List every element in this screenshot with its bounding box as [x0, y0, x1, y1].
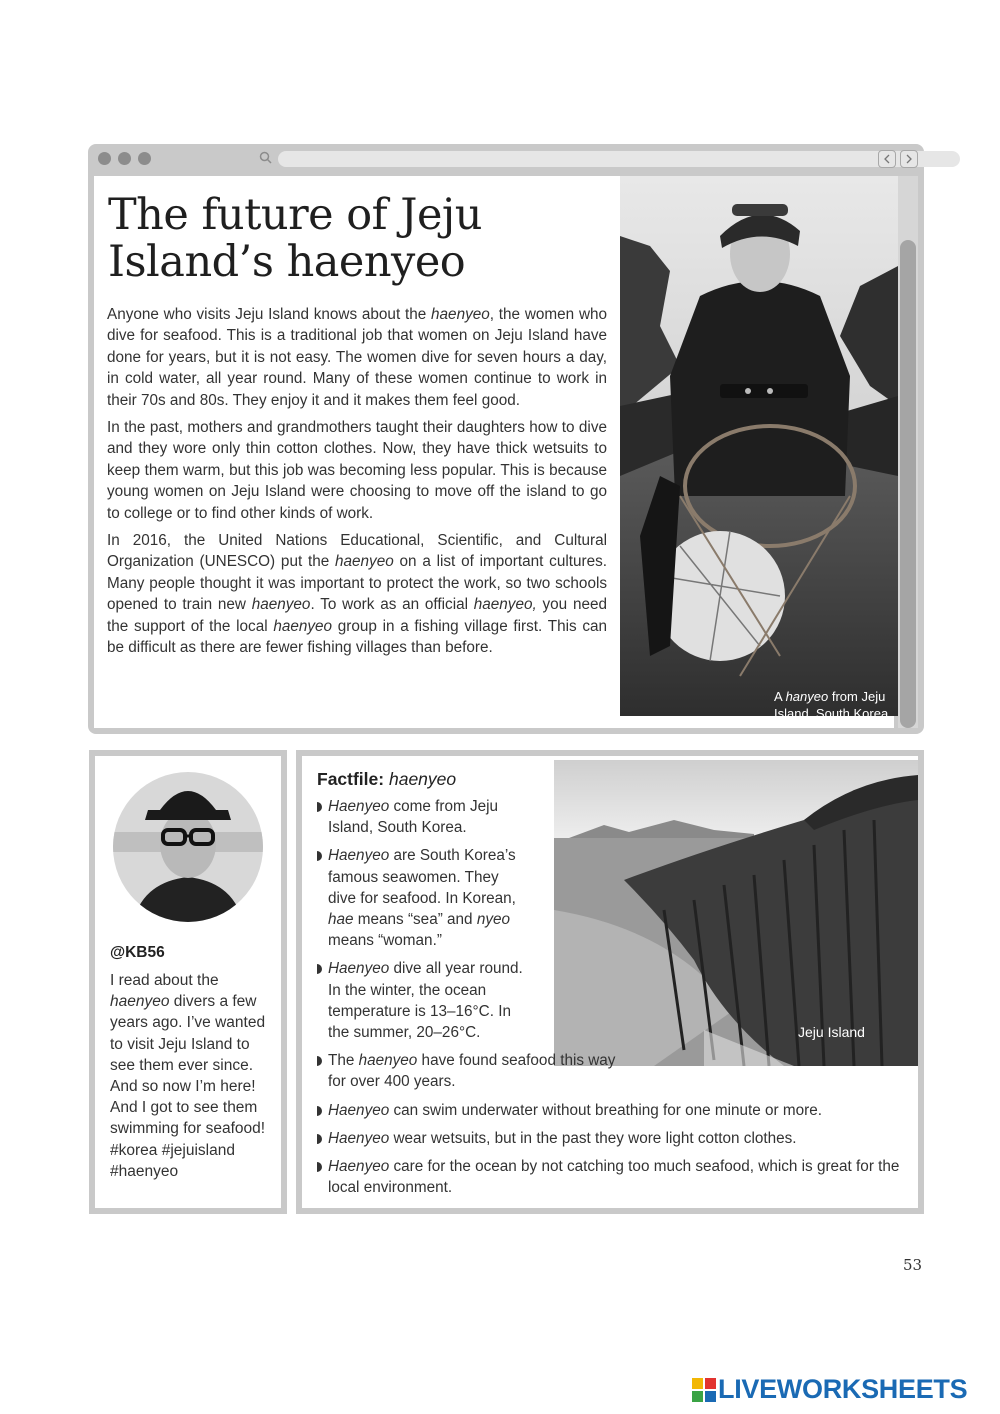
avatar-image: [113, 772, 263, 922]
bullet-icon: [316, 964, 324, 974]
list-item-text: The haenyeo have found seafood this way for over 400 years.: [328, 1052, 616, 1091]
article-paragraph: In 2016, the United Nations Educational, Scientific, and Cultural Organization (UNESCO) put the haenyeo on a list of important cultures. Many people thought it was important to protect the work, so two schools opened to train new haenyeo. To work as an official haenyeo, you need the support of the local haenyeo group in a fishing village first. This can be difficult as there are fewer fishing villages than before.: [107, 532, 608, 657]
factfile-title-label: Factfile:: [317, 769, 385, 789]
haenyeo-photo-image: [620, 176, 898, 716]
browser-window: [88, 144, 924, 734]
social-post-panel: [89, 750, 287, 1214]
list-item: [314, 1100, 914, 1121]
list-item: [314, 1128, 914, 1149]
social-post: [95, 756, 281, 1208]
chevron-right-icon: [904, 154, 914, 164]
list-item-text: Haenyeo are South Korea’s famous seawomen. They dive for seafood. In Korean, hae means “sea” and nyeo means “woman.”: [328, 847, 516, 950]
list-item: [314, 845, 528, 951]
list-item: [314, 796, 528, 838]
search-icon[interactable]: [258, 150, 274, 166]
jeju-photo-caption: Jeju Island: [798, 1024, 865, 1040]
list-item-text: Haenyeo come from Jeju Island, South Korea.: [328, 798, 499, 837]
haenyeo-photo: [620, 176, 898, 716]
list-item: [314, 1050, 618, 1092]
article-paragraph: Anyone who visits Jeju Island knows about the haenyeo, the women who dive for seafood. This is a traditional job that women on Jeju Island have done for years, but it is not easy. The women dive for seven hours a day, in cold water, all year round. Many of these women continue to work in their 70s and 80s. They enjoy it and it makes them feel good.: [107, 306, 608, 409]
bullet-icon: [316, 1106, 324, 1116]
list-item-text: Haenyeo can swim underwater without breathing for one minute or more.: [328, 1101, 823, 1119]
avatar[interactable]: [113, 772, 263, 922]
article-paragraph: In the past, mothers and grandmothers taught their daughters how to dive and they wore only thin cotton clothes. Now, they have thick wetsuits to keep them warm, but this job was becoming less popular. This is because young women on Jeju Island were choosing to move off the island to go to college or to find other kinds of work.: [107, 419, 607, 522]
list-item-text: Haenyeo care for the ocean by not catching too much seafood, which is great for the local environment.: [328, 1158, 900, 1197]
bullet-icon: [316, 802, 324, 812]
window-dot-maximize[interactable]: [138, 152, 151, 165]
bullet-icon: [316, 851, 324, 861]
factfile-title: [317, 769, 456, 790]
haenyeo-photo-caption: A hanyeo from Jeju Island, South Korea: [774, 689, 889, 721]
window-dot-minimize[interactable]: [118, 152, 131, 165]
article-title: The future of Jeju Island’s haenyeo: [108, 190, 482, 287]
factfile-title-topic: haenyeo: [388, 769, 457, 789]
bullet-icon: [316, 1162, 324, 1172]
browser-toolbar: [88, 144, 924, 174]
article-body: [107, 304, 607, 665]
window-dot-close[interactable]: [98, 152, 111, 165]
factfile-list: [314, 796, 914, 1205]
post-handle[interactable]: @KB56: [110, 944, 165, 961]
chevron-left-icon: [882, 154, 892, 164]
scrollbar-thumb[interactable]: [900, 240, 916, 728]
bullet-icon: [316, 1056, 324, 1066]
back-button[interactable]: [878, 150, 896, 168]
article-page: [94, 176, 894, 728]
liveworksheets-logo-text: LIVEWORKSHEETS: [718, 1374, 968, 1404]
list-item-text: Haenyeo dive all year round. In the winter, the ocean temperature is 13–16°C. In the summer, 20–26°C.: [328, 960, 523, 1042]
liveworksheets-logo-icon: [692, 1378, 716, 1402]
factfile: [302, 756, 918, 1208]
address-bar[interactable]: [278, 151, 960, 167]
factfile-panel: [296, 750, 924, 1214]
list-item: [314, 958, 528, 1043]
page-number: 53: [903, 1256, 923, 1274]
post-text: I read about the haenyeo divers a few years ago. I’ve wanted to visit Jeju Island to see them ever since. And so now I’m here! And I got to see them swimming for seafood! #korea #jejuisland #haenyeo: [110, 972, 266, 1180]
list-item: [314, 1156, 918, 1198]
forward-button[interactable]: [900, 150, 918, 168]
list-item-text: Haenyeo wear wetsuits, but in the past they wore light cotton clothes.: [328, 1129, 797, 1147]
bullet-icon: [316, 1134, 324, 1144]
